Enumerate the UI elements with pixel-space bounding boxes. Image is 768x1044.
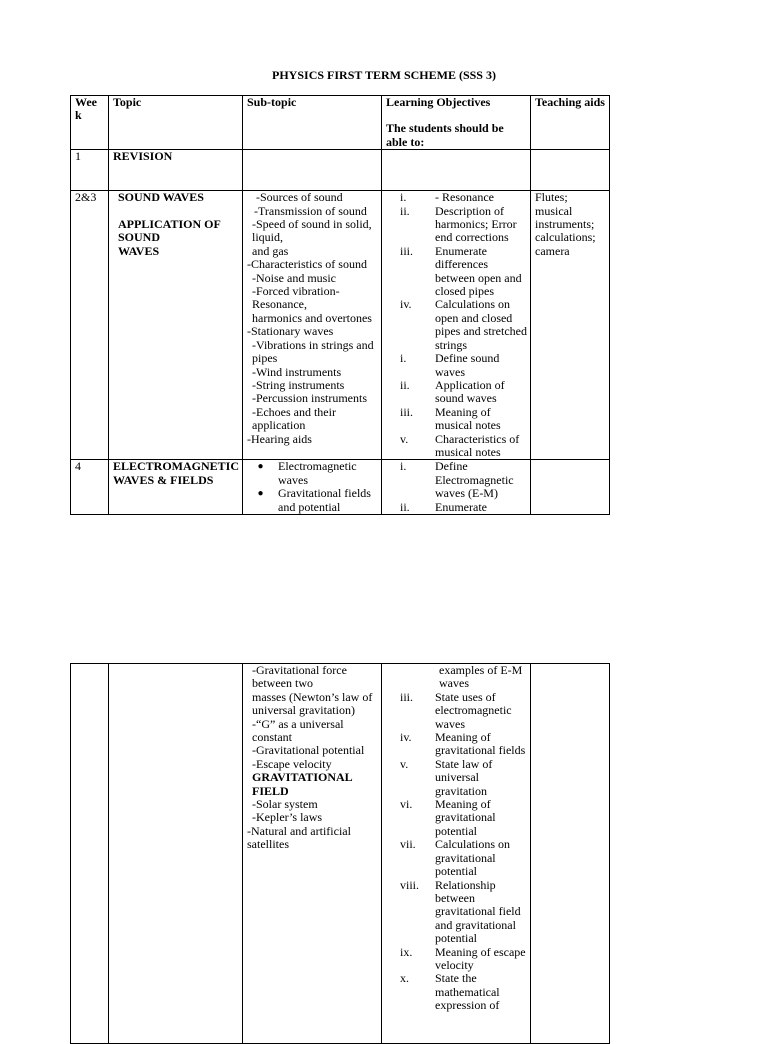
- list-item: iv. Calculations on open and closed pipes and stretched strings: [400, 297, 527, 352]
- subtopic-line: -Noise and music: [252, 270, 336, 285]
- objectives-cell: [382, 664, 531, 1044]
- subtopic-line: -Gravitational force between two: [252, 663, 347, 691]
- list-item: i. Define sound waves: [400, 351, 500, 379]
- subtopic-line: -Wind instruments: [252, 364, 342, 379]
- objectives-list: [382, 691, 530, 1013]
- subtopic-line: -“G” as a universal constant: [252, 716, 344, 745]
- subtopic-line: and gas: [252, 243, 289, 258]
- list-item: ● Gravitational fields and potential: [243, 487, 381, 514]
- scheme-table-continued: [70, 663, 610, 1044]
- objectives-list: [382, 460, 530, 514]
- aids-cell: [531, 664, 610, 1044]
- subtopic-line: -Natural and artificial satellites: [247, 823, 351, 852]
- list-item: ● Electromagnetic waves: [243, 460, 381, 487]
- subtopic-line: -Characteristics of sound: [247, 257, 367, 272]
- topic-cell: [109, 664, 243, 1044]
- list-item: iv. Meaning of gravitational fields: [400, 730, 526, 758]
- subtopic-cell: [243, 460, 382, 515]
- table-row: [71, 191, 610, 460]
- subtopic-line: -Gravitational potential: [252, 743, 365, 758]
- subtopic-line: -Forced vibration- Resonance,: [252, 284, 340, 312]
- subtopic-line: -Solar system: [252, 797, 318, 812]
- list-item: viii. Relationship between gravitational field and gravitational potential: [400, 877, 521, 946]
- week-cell: 2&3: [71, 191, 109, 460]
- bullet-icon: ●: [257, 461, 264, 473]
- list-item: ii. Enumerate: [400, 499, 487, 514]
- header-aids: Teaching aids: [531, 96, 610, 150]
- list-item: iii. State uses of electromagnetic waves: [400, 689, 512, 731]
- list-item: v. Characteristics of musical notes: [400, 431, 520, 459]
- objectives-cell: [382, 460, 531, 515]
- list-item: ii. Application of sound waves: [400, 377, 505, 406]
- subtopic-line: -Kepler’s laws: [252, 810, 323, 825]
- subtopic-line: -String instruments: [252, 377, 345, 392]
- week-cell: [71, 664, 109, 1044]
- subtopic-cell: [243, 150, 382, 191]
- topic-cell: [109, 191, 243, 460]
- header-subtopic: Sub-topic: [243, 96, 382, 150]
- list-item: vii. Calculations on gravitational potential: [400, 837, 510, 879]
- objectives-cell: [382, 150, 531, 191]
- subtopic-line: -Speed of sound in solid, liquid,: [252, 217, 372, 245]
- subtopic-line: -Escape velocity: [252, 756, 332, 771]
- subtopic-line: -Vibrations in strings and pipes: [252, 337, 374, 366]
- header-topic: Topic: [109, 96, 243, 150]
- subtopic-line: harmonics and overtones: [252, 310, 372, 325]
- list-item: iii. Enumerate differences between open and closed pipes: [400, 243, 522, 299]
- list-item: i. - Resonance: [400, 190, 494, 205]
- header-objectives-label: Learning Objectives: [386, 95, 491, 109]
- subtopic-cell: [243, 191, 382, 460]
- topic-cell: REVISION: [109, 150, 243, 191]
- list-item: vi. Meaning of gravitational potential: [400, 797, 496, 838]
- list-item: ix. Meaning of escape velocity: [400, 944, 526, 972]
- table-row: [71, 664, 610, 1044]
- subtopic-line: -Echoes and their application: [252, 404, 336, 433]
- table-row: [71, 460, 610, 515]
- list-item: v. State law of universal gravitation: [400, 756, 493, 798]
- subtopic-heading: GRAVITATIONAL FIELD: [252, 770, 353, 798]
- topic-line: WAVES: [118, 243, 160, 258]
- subtopic-line: -Sources of sound: [256, 190, 343, 205]
- header-objectives-note: The students should be able to:: [386, 121, 504, 149]
- objectives-list: [382, 191, 530, 459]
- subtopic-line: -Hearing aids: [247, 431, 312, 446]
- objectives-lead: examples of E-M waves: [439, 663, 523, 691]
- topic-cell: ELECTROMAGNETIC WAVES & FIELDS: [109, 460, 243, 515]
- objectives-cell: [382, 191, 531, 460]
- aids-cell: [531, 460, 610, 515]
- aids-cell: Flutes; musical instruments; calculations; camera: [531, 191, 610, 460]
- topic-line: APPLICATION OF SOUND: [118, 217, 221, 245]
- subtopic-list: [243, 460, 381, 514]
- subtopic-line: -Stationary waves: [247, 324, 334, 339]
- list-item: ii. Description of harmonics; Error end corrections: [400, 203, 517, 245]
- subtopic-line: -Percussion instruments: [252, 391, 367, 406]
- scheme-table: [70, 95, 610, 515]
- list-item: i. Define Electromagnetic waves (E-M): [400, 459, 514, 501]
- list-item: x. State the mathematical expression of: [400, 971, 500, 1013]
- table-row: [71, 150, 610, 191]
- header-objectives: [382, 96, 531, 150]
- header-row: [71, 96, 610, 150]
- document-title: PHYSICS FIRST TERM SCHEME (SSS 3): [272, 68, 496, 82]
- week-cell: 4: [71, 460, 109, 515]
- header-week: Wee k: [71, 96, 109, 150]
- topic-line: SOUND WAVES: [118, 190, 204, 205]
- week-cell: 1: [71, 150, 109, 191]
- subtopic-line: -Transmission of sound: [254, 203, 367, 218]
- list-item: iii. Meaning of musical notes: [400, 404, 501, 433]
- aids-cell: [531, 150, 610, 191]
- subtopic-line: masses (Newton’s law of universal gravitation): [252, 689, 373, 718]
- subtopic-cell: [243, 664, 382, 1044]
- bullet-icon: ●: [257, 488, 264, 500]
